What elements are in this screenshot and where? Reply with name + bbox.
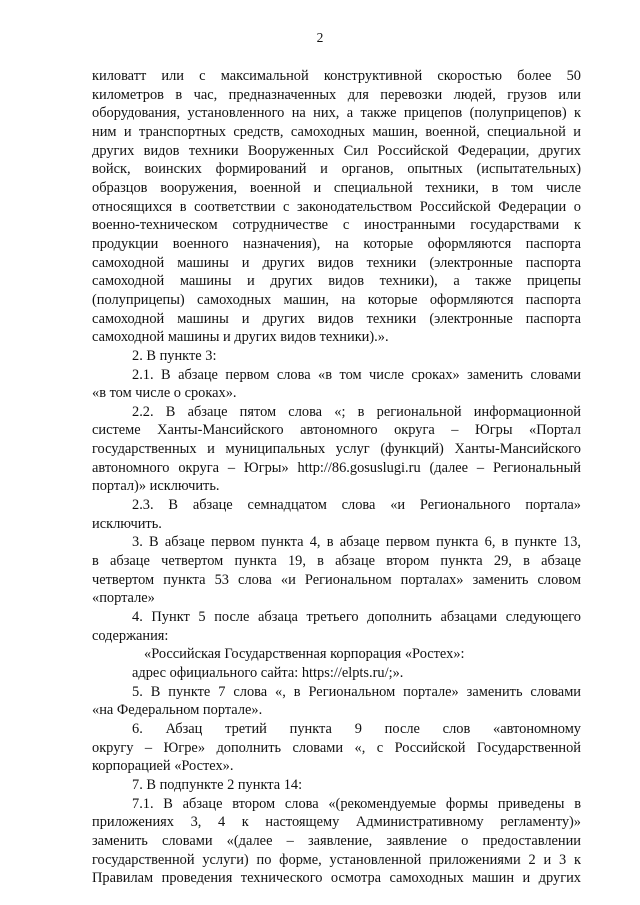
text-line: оборудования, установленного на них, а также прицепов (полуприцепов) к (92, 105, 581, 122)
text-line: 7. В подпункте 2 пункта 14: (132, 776, 303, 793)
text-line: четвертом пункта 53 слова «и Региональном порталах» заменить словом (92, 571, 581, 588)
text-line: 3. В абзаце первом пункта 4, в абзаце первом пункта 6, в пункте 13, (132, 534, 581, 551)
text-line: военно-техническом сотрудничестве с иностранными государствами к (92, 217, 581, 234)
text-line: 6. Абзац третий пункта 9 после слов «автономному (132, 720, 581, 737)
text-line: исключить. (92, 515, 162, 532)
text-line: «на Федеральном портале». (92, 702, 263, 719)
text-line: содержания: (92, 627, 169, 644)
text-line: заменить словами «(далее – заявление, заявление о предоставлении (92, 832, 581, 849)
text-line: километров в час, предназначенных для перевозки людей, грузов или (92, 86, 581, 103)
text-line: системе Ханты-Мансийского автономного округа – Югры «Портал (92, 422, 581, 439)
text-line: киловатт или с максимальной конструктивной скоростью более 50 (92, 68, 581, 84)
page-number: 2 (316, 30, 324, 45)
text-line: адрес официального сайта: https://elpts.ru/;». (132, 665, 404, 681)
document-body (92, 67, 581, 888)
text-line: «в том числе о сроках». (92, 385, 237, 402)
text-line: самоходной машины и других видов техники).». (92, 329, 389, 346)
text-line: государственных и муниципальных услуг (функций) Ханты-Мансийского (92, 441, 581, 458)
text-line: ним и транспортных средств, самоходных машин, военной, специальной и (92, 123, 581, 140)
text-line: портал)» исключить. (92, 478, 220, 495)
text-line: образцов вооружения, военной и специальной техники, в том числе (92, 179, 581, 196)
text-line: самоходной машины и других видов техники (электронные паспорта (92, 254, 581, 271)
text-line: 2. В пункте 3: (132, 347, 217, 364)
text-line: корпорацией «Ростех». (92, 758, 234, 775)
text-line: 5. В пункте 7 слова «, в Региональном портале» заменить словами (132, 683, 581, 700)
text-line: самоходной машины и других видов техники), а также прицепы (92, 273, 581, 290)
text-line: в абзаце четвертом пункта 19, в абзаце втором пункта 29, в абзаце (92, 553, 581, 570)
text-line: самоходной машины и других видов техники (электронные паспорта (92, 310, 581, 327)
text-line: 4. Пункт 5 после абзаца третьего дополнить абзацами следующего (132, 609, 581, 626)
text-line: государственной услуги) по форме, установленной приложениями 2 и 3 к (92, 851, 581, 868)
text-line: приложениях 3, 4 к настоящему Административному регламенту)» (92, 814, 581, 831)
text-line: других видов техники Вооруженных Сил Российской Федерации, других (92, 142, 581, 159)
text-line: «портале» (92, 590, 155, 607)
text-line: «Российская Государственная корпорация «Ростех»: (144, 646, 465, 663)
text-line: 2.1. В абзаце первом слова «в том числе сроках» заменить словами (132, 366, 581, 383)
text-line: 7.1. В абзаце втором слова «(рекомендуемые формы приведены в (132, 795, 581, 812)
text-line: (полуприцепы) самоходных машин, на которые оформляются паспорта (92, 291, 581, 308)
text-line: округу – Югре» дополнить словами «, с Российской Государственной (92, 739, 581, 756)
text-line: 2.2. В абзаце пятом слова «; в региональной информационной (132, 403, 581, 420)
text-line: 2.3. В абзаце семнадцатом слова «и Регионального портала» (132, 497, 581, 514)
text-line: продукции военного назначения), на которые оформляются паспорта (92, 235, 581, 252)
text-line: Правилам проведения технического осмотра самоходных машин и других (92, 870, 581, 887)
text-line: войск, воинских формирований и органов, опытных (испытательных) (92, 161, 581, 178)
text-line: относящихся в соответствии с законодательством Российской Федерации о (92, 198, 581, 215)
text-line: автономного округа – Югры» http://86.gosuslugi.ru (далее – Региональный (92, 459, 581, 476)
